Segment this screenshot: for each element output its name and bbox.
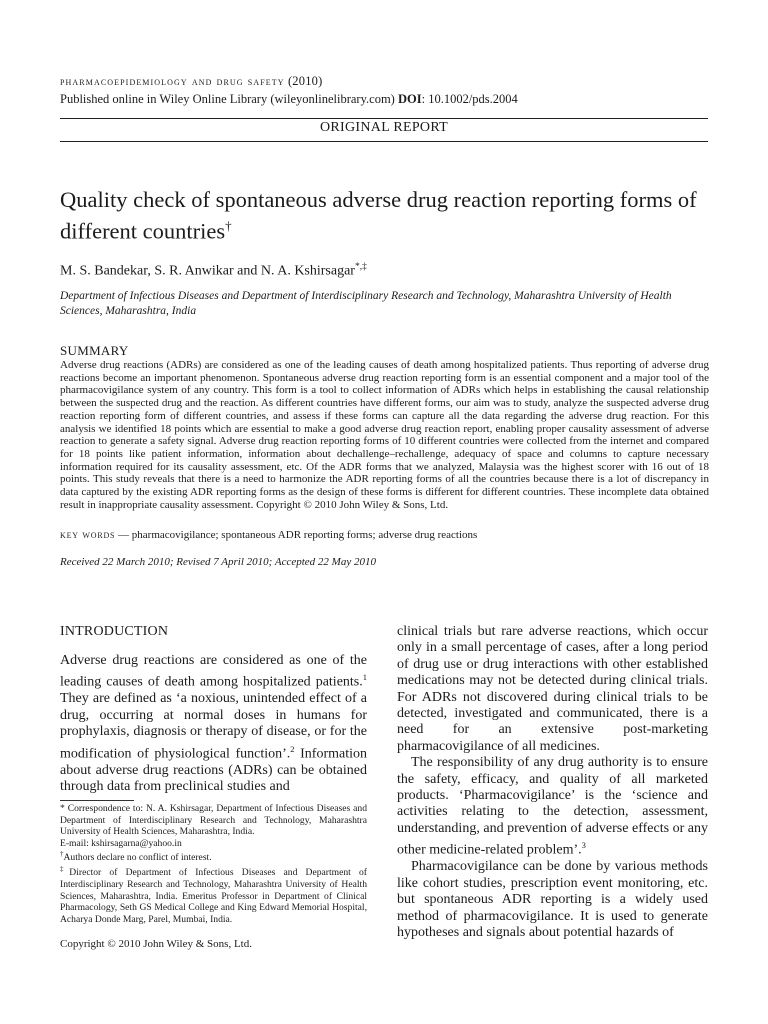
left-column: [60, 624, 367, 796]
right-paragraph-2: [397, 755, 708, 859]
journal-name: pharmacoepidemiology and drug safety: [60, 74, 285, 88]
journal-year: (2010): [287, 74, 323, 88]
keywords-text: pharmacovigilance; spontaneous ADR reporting forms; adverse drug reactions: [131, 529, 478, 541]
footnote-dagger-text: Authors declare no conflict of interest.: [63, 852, 212, 864]
right-paragraph-1: clinical trials but rare adverse reactions, which occur only in a small percentage of cases, after a long period of drug use or drug interactions with other established medications may not be detected during clinical trials. For ADRs not discovered during clinical trials to be detected, investigated and communicated, there is a need for an extensive post-marketing pharmacovigilance of all medicines.: [397, 624, 708, 754]
right-p2-a: The responsibility of any drug authority is to ensure the safety, efficacy, and quality of all marketed products. ‘Pharmacovigilance’ is the ‘science and activities relating to the detection, assessment, understanding, and prevention of adverse effects or any other medicine-related problem’.: [397, 755, 708, 858]
title-text: Quality check of spontaneous adverse drug reaction reporting forms of different countries: [60, 187, 697, 244]
intro-p1-a: Adverse drug reactions are considered as one of the leading causes of death among hospitalized patients.: [60, 653, 367, 691]
article-title: [60, 187, 708, 245]
footnotes: [60, 803, 367, 925]
footnote-ddagger-text: Director of Department of Infectious Diseases and Department of Interdisciplinary Research and Technology, Maharashtra University of Health Sciences, Maharashtra, India. Emeritus Professor in Department of Clinical Pharmacology, Seth GS Medical College and King Edward Memorial Hospital, Acharya Donde Marg, Parel, Mumbai, India.: [60, 867, 367, 925]
article-dates: Received 22 March 2010; Revised 7 April 2010; Accepted 22 May 2010: [60, 556, 376, 568]
right-column: [397, 624, 708, 941]
keywords-dash: —: [115, 529, 132, 541]
report-type: ORIGINAL REPORT: [320, 120, 448, 135]
author-list: [60, 262, 367, 280]
summary-text: Adverse drug reactions (ADRs) are considered as one of the leading causes of death among hospitalized patients. Thus reporting of adverse drug reactions become an important phenomenon. Spontaneous adverse drug reaction reporting form is an essential component and a major tool of the pharmacovigilance system of any country. This form is a tool to collect information of ADRs which helps in establishing the causal relationship between the suspected drug and the reaction. As different countries have different forms, our aim was to study, analyze the suspected adverse drug reaction reporting form of different countries, and assess if these forms can capture all the data regarding the adverse drug reaction. For this analysis we identified 18 points which are essential to make a good adverse drug reaction report, enabling proper causality assessment of adverse reaction to generate a safety signal. Adverse drug reaction reporting forms of 10 different countries were collected from the internet and compared for 18 points like patient information, information about dechallenge–rechallenge, adequacy of space and columns to capture necessary information required for its causality assessment, etc. Of the ADR forms that we analyzed, Malaysia was the highest scorer with 16 out of 18 points. This study reveals that there is a need to harmonize the ADR reporting forms of all the countries because there is a lot of discrepancy in data captured by the existing ADR reporting forms as the design of these forms is different for different countries. These incomplete data obtained result in inappropriate causality assessment. Copyright © 2010 John Wiley & Sons, Ltd.: [60, 359, 709, 511]
footnote-conflict: [60, 849, 367, 864]
author-marks: *,‡: [354, 262, 367, 272]
footnote-ddagger-mark: ‡: [60, 865, 70, 874]
header-rule-bottom: [60, 141, 708, 142]
reference-3: 3: [581, 840, 586, 851]
reference-2: 2: [290, 743, 295, 754]
footnote-correspondence: * Correspondence to: N. A. Kshirsagar, Department of Infectious Diseases and Department of Interdisciplinary Research and Technology, Maharashtra University of Health Sciences, Maharashtra, India.: [60, 803, 367, 838]
authors-text: M. S. Bandekar, S. R. Anwikar and N. A. Kshirsagar: [60, 263, 355, 279]
published-online: Published online in Wiley Online Library (wileyonlinelibrary.com): [60, 92, 395, 106]
intro-p1-b: They are defined as ‘a noxious, unintended effect of a drug, occurring at normal doses in humans for prophylaxis, diagnosis or therapy of disease, or for the modification of physiological function’.: [60, 691, 367, 762]
affiliation: Department of Infectious Diseases and Department of Interdisciplinary Research and Technology, Maharashtra University of Health Sciences, Maharashtra, India: [60, 290, 672, 317]
footnote-director: [60, 864, 367, 925]
intro-p1-c: Information about adverse drug reactions (ADRs) can be obtained through data from preclinical studies and: [60, 746, 368, 795]
reference-1: 1: [362, 672, 367, 683]
introduction-heading: INTRODUCTION: [60, 624, 169, 639]
publication-line: [60, 92, 518, 107]
footnote-rule: [60, 800, 134, 801]
footnote-dagger-mark: †: [60, 850, 64, 859]
right-paragraph-3: Pharmacovigilance can be done by various methods like cohort studies, prescription event monitoring, etc. but spontaneous ADR reporting is a widely used method of pharmacovigilance. It is used to generate hypotheses and signals about potential hazards of: [397, 859, 708, 940]
footnote-email: E-mail: kshirsagarna@yahoo.in: [60, 837, 182, 849]
header-rule-top: [60, 118, 708, 119]
copyright-notice: Copyright © 2010 John Wiley & Sons, Ltd.: [60, 938, 252, 950]
doi-value: : 10.1002/pds.2004: [421, 92, 518, 106]
keywords: [60, 529, 477, 541]
keywords-label: key words: [60, 529, 116, 541]
journal-header: [60, 74, 322, 89]
summary-heading: SUMMARY: [60, 343, 129, 358]
intro-paragraph-1: [60, 653, 367, 796]
doi-label: DOI: [397, 92, 422, 106]
title-footnote-mark: †: [225, 218, 232, 233]
